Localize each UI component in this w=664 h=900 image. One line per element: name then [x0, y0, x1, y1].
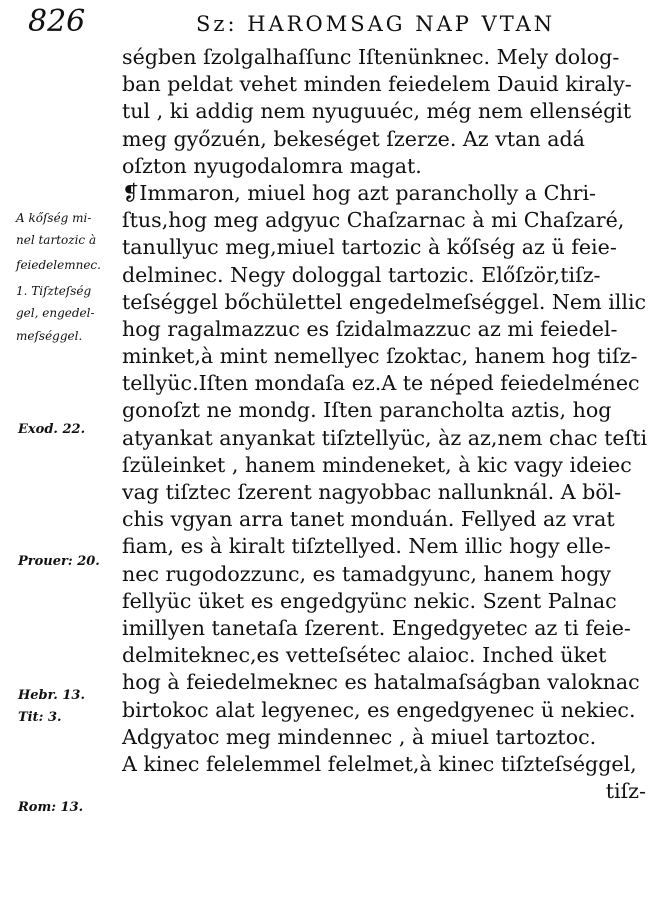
text-line: ſzüleinket , hanem mindeneket, à kic vagy ideiec [122, 452, 632, 477]
margin-note-line: 1. Tiſzteſség [16, 284, 92, 298]
running-head: Sz: HAROMSAG NAP VTAN [196, 12, 556, 36]
text-line: ſtus,hog meg adgyuc Chaſzarnac à mi Chaſzaré, [122, 208, 625, 233]
text-line: tul , ki addig nem nyuguuéc, még nem ellenségit [122, 99, 632, 124]
margin-note-line: meſséggel. [16, 329, 83, 343]
margin-ref-titus: Tit: 3. [18, 710, 62, 725]
margin-note-line: feiedelemnec. [16, 258, 101, 272]
text-line: meg győzuén, bekeséget ſzerze. Az vtan adá [122, 126, 585, 151]
text-line: delminec. Negy dologgal tartozic. Előſzör,tiſz- [122, 262, 601, 287]
margin-note-line: gel, engedel- [16, 306, 95, 320]
text-line: ❡Immaron, miuel hog azt parancholly a Chri- [122, 180, 596, 205]
body-text [122, 44, 652, 805]
text-line: Adgyatoc meg mindennec , à miuel tartoztoc. [122, 724, 597, 749]
margin-ref-proverbs: Prouer: 20. [18, 554, 100, 569]
text-line: minket,à mint nemellyec ſzoktac, hanem hog tiſz- [122, 344, 638, 369]
margin-ref-hebrews: Hebr. 13. [18, 688, 85, 703]
text-line: hog à feiedelmeknec es hatalmaſságban valoknac [122, 670, 640, 695]
margin-ref-romans: Rom: 13. [18, 800, 84, 815]
text-line: chis vgyan arra tanet monduán. Fellyed az vrat [122, 507, 615, 532]
text-line: tanullyuc meg,miuel tartozic à kőſség az ü feie- [122, 235, 617, 260]
text-line: fellyüc üket es engedgyünc nekic. Szent Palnac [122, 588, 617, 613]
margin-note-line: A kőſség mi- [16, 211, 92, 225]
catchword: tiſz- [605, 779, 646, 804]
text-line: ban peldat vehet minden feiedelem Dauid kiraly- [122, 72, 632, 97]
margin-note-line: nel tartozic à [16, 233, 97, 247]
text-line: vag tiſztec ſzerent nagyobbac nallunknál. A böl- [122, 480, 622, 504]
text-line: gonoſzt ne mondg. Iſten parancholta aztis, hog [122, 398, 612, 423]
text-line: ségben ſzolgalhaſſunc Iſtenünknec. Mely dolog- [122, 45, 620, 69]
text-line: delmiteknec,es vetteſsétec alaioc. Inched üket [122, 643, 607, 668]
text-line: A kinec felelemmel felelmet,à kinec tiſzteſséggel, [122, 751, 637, 776]
text-line: nec rugodozzunc, es tamadgyunc, hanem hogy [122, 561, 612, 586]
text-line: imillyen tanetaſa ſzerent. Engedgyetec az ti feie- [122, 615, 631, 640]
text-line: atyankat anyankat tiſztellyüc, àz az,nem chac teſti [122, 425, 648, 450]
text-line: teſséggel bőchülettel engedelmeſséggel. Nem illic [122, 289, 647, 314]
text-line: tellyüc.Iſten mondaſa ez.A te néped feiedelménec [122, 371, 640, 396]
page-number: 826 [28, 4, 86, 39]
text-line: fiam, es à kiralt tiſztellyed. Nem illic hogy elle- [122, 534, 611, 559]
text-line: birtokoc alat legyenec, es engedgyenec ü nekiec. [122, 697, 636, 722]
margin-ref-exodus: Exod. 22. [18, 422, 86, 437]
text-line: hog ragalmazzuc es ſzidalmazzuc az mi feiedel- [122, 316, 618, 341]
text-line: oſzton nyugodalomra magat. [122, 153, 422, 178]
